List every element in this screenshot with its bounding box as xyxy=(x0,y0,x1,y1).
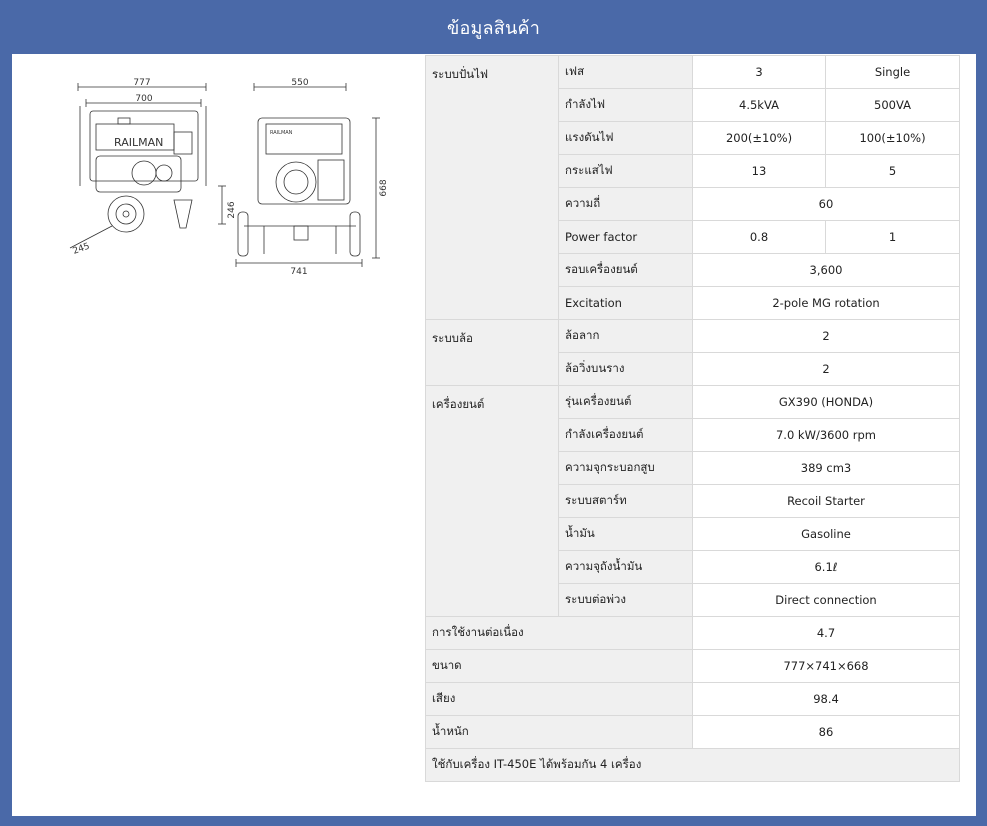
table-row xyxy=(426,617,960,650)
group-power: ระบบปั่นไฟ xyxy=(426,56,559,320)
row-value: 0.8 xyxy=(693,221,826,254)
row-label: เสียง xyxy=(426,683,693,716)
row-label: ระบบต่อพ่วง xyxy=(559,584,693,617)
row-value: 1 xyxy=(826,221,960,254)
row-value: 2 xyxy=(693,353,960,386)
table-row xyxy=(426,320,960,353)
table-row xyxy=(426,716,960,749)
drawing-brand-label: RAILMAN xyxy=(114,136,164,149)
row-value: 4.7 xyxy=(693,617,960,650)
dim-front-width: 550 xyxy=(291,78,309,88)
row-value: 6.1ℓ xyxy=(693,551,960,584)
dim-front-height: 668 xyxy=(379,179,389,197)
row-value: 3,600 xyxy=(693,254,960,287)
row-label: ระบบสตาร์ท xyxy=(559,485,693,518)
row-label: น้ำหนัก xyxy=(426,716,693,749)
table-row xyxy=(426,749,960,782)
dim-front-bottom: 741 xyxy=(290,267,308,276)
page-header xyxy=(0,0,987,54)
drawing-brand-small: RAILMAN xyxy=(270,130,293,136)
group-wheels: ระบบล้อ xyxy=(426,320,559,386)
row-value: 777×741×668 xyxy=(693,650,960,683)
row-value: 500VA xyxy=(826,89,960,122)
row-value: 389 cm3 xyxy=(693,452,960,485)
row-value: 60 xyxy=(693,188,960,221)
row-value: 7.0 kW/3600 rpm xyxy=(693,419,960,452)
row-label: รอบเครื่องยนต์ xyxy=(559,254,693,287)
row-label: ความจุกระบอกสูบ xyxy=(559,452,693,485)
table-row xyxy=(426,683,960,716)
row-label: น้ำมัน xyxy=(559,518,693,551)
row-value: 13 xyxy=(693,155,826,188)
dim-side-total-width: 777 xyxy=(133,78,151,88)
row-value: 98.4 xyxy=(693,683,960,716)
row-value: 3 xyxy=(693,56,826,89)
table-row xyxy=(426,386,960,419)
group-engine: เครื่องยนต์ xyxy=(426,386,559,617)
row-label: ขนาด xyxy=(426,650,693,683)
row-label: ความถี่ xyxy=(559,188,693,221)
table-row xyxy=(426,56,960,89)
dim-side-height: 246 xyxy=(227,201,237,219)
row-label: เฟส xyxy=(559,56,693,89)
row-value: 4.5kVA xyxy=(693,89,826,122)
row-value: 200(±10%) xyxy=(693,122,826,155)
row-value: Direct connection xyxy=(693,584,960,617)
generator-dimension-drawing xyxy=(56,76,396,276)
product-info-panel xyxy=(12,54,976,816)
row-value: 2 xyxy=(693,320,960,353)
row-value: GX390 (HONDA) xyxy=(693,386,960,419)
row-label: ความจุถังน้ำมัน xyxy=(559,551,693,584)
row-label: รุ่นเครื่องยนต์ xyxy=(559,386,693,419)
spec-table xyxy=(425,55,960,782)
row-label: Power factor xyxy=(559,221,693,254)
row-value: 86 xyxy=(693,716,960,749)
page-title: ข้อมูลสินค้า xyxy=(446,17,541,39)
usage-note: ใช้กับเครื่อง IT-450E ได้พร้อมกัน 4 เครื่อง xyxy=(426,749,960,782)
row-label: แรงดันไฟ xyxy=(559,122,693,155)
row-label: การใช้งานต่อเนื่อง xyxy=(426,617,693,650)
row-label: ล้อวิ่งบนราง xyxy=(559,353,693,386)
row-label: Excitation xyxy=(559,287,693,320)
row-value: Single xyxy=(826,56,960,89)
table-row xyxy=(426,650,960,683)
row-value: 5 xyxy=(826,155,960,188)
row-label: กำลังเครื่องยนต์ xyxy=(559,419,693,452)
row-label: กำลังไฟ xyxy=(559,89,693,122)
dim-side-wheel: 245 xyxy=(71,241,92,257)
row-value: 2-pole MG rotation xyxy=(693,287,960,320)
row-value: Recoil Starter xyxy=(693,485,960,518)
row-value: 100(±10%) xyxy=(826,122,960,155)
row-value: Gasoline xyxy=(693,518,960,551)
row-label: กระแสไฟ xyxy=(559,155,693,188)
row-label: ล้อลาก xyxy=(559,320,693,353)
dim-side-inner-width: 700 xyxy=(135,94,153,104)
